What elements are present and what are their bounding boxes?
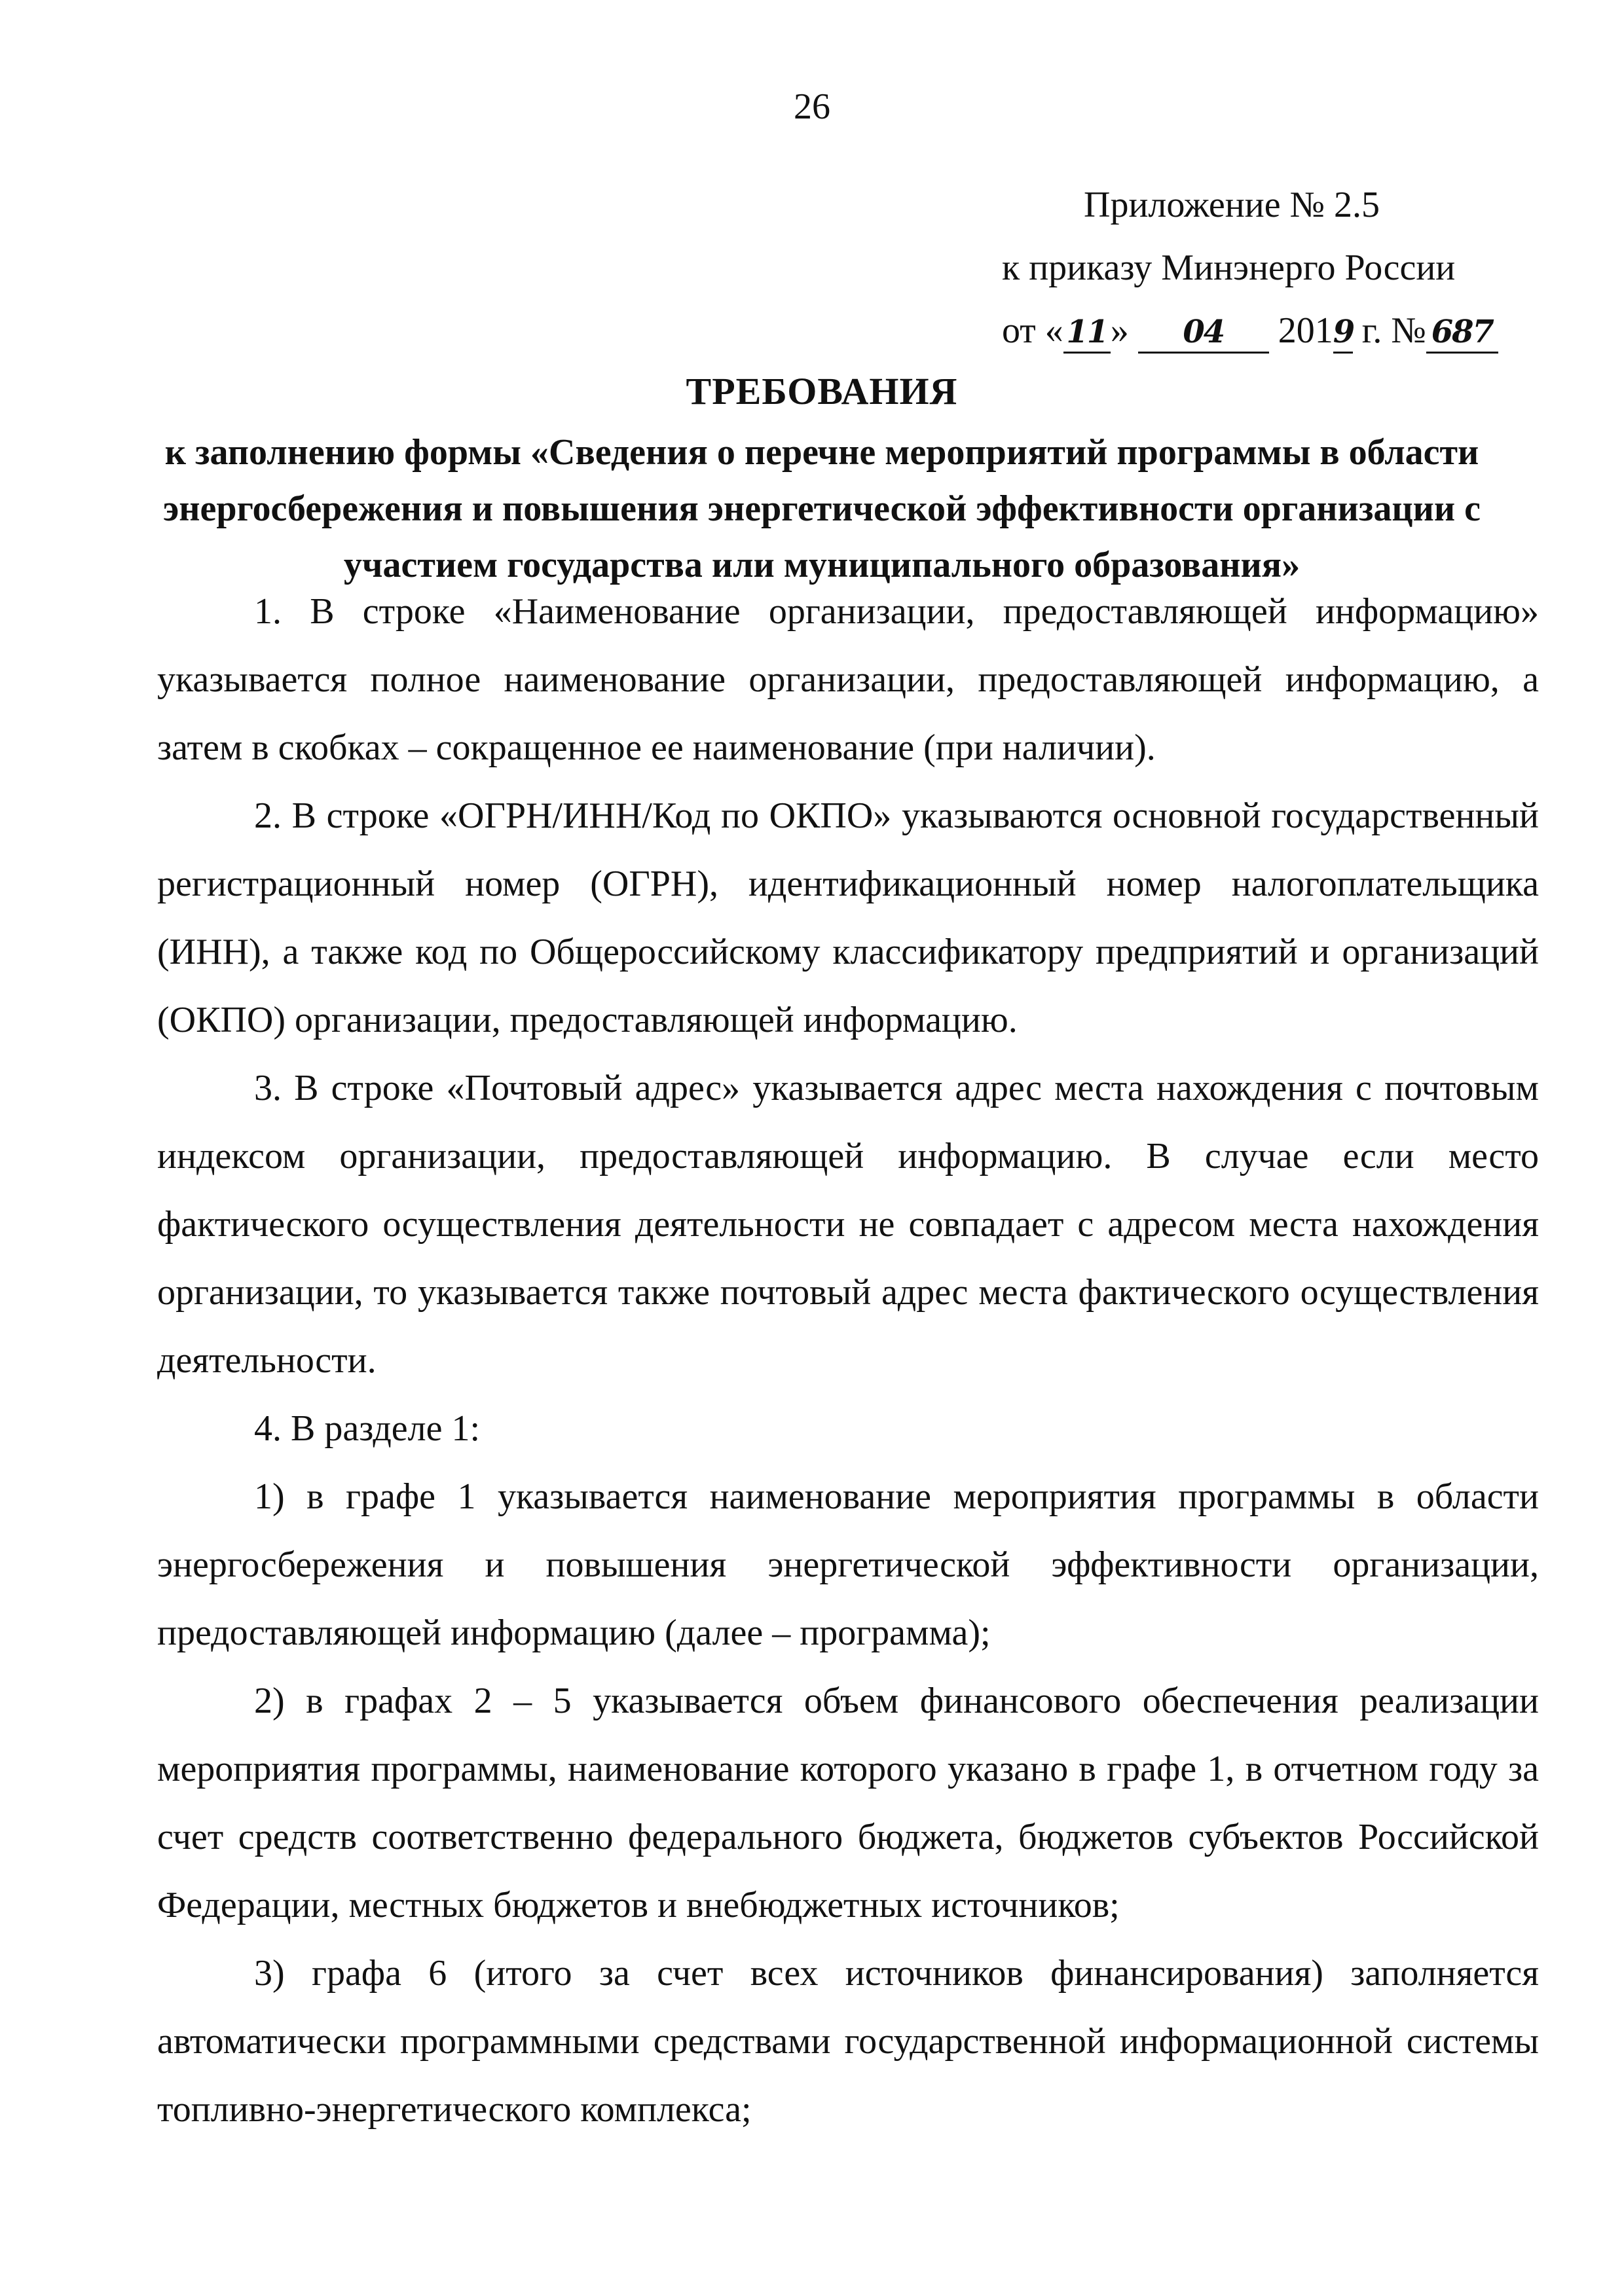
handwritten-year-digit: 9 bbox=[1333, 312, 1353, 354]
appendix-order-date bbox=[1002, 299, 1539, 362]
paragraph-3: 3. В строке «Почтовый адрес» указывается адрес места нахождения с почтовым индексом организации, предоставляющей информацию. В случае если место фактического осуществления деятельности не совпадает с адресом места нахождения организации, то указывается также почтовый адрес места фактического осуществления деятельности. bbox=[157, 1068, 1539, 1381]
paragraph-4: 4. В разделе 1: bbox=[254, 1408, 481, 1449]
paragraph-2: 2. В строке «ОГРН/ИНН/Код по ОКПО» указываются основной государственный регистрационный номер (ОГРН), идентификационный номер налогоплательщика (ИНН), а также код по Общероссийскому классификатору предприятий и организаций (ОКПО) организации, предоставляющей информацию. bbox=[157, 795, 1539, 1040]
document-subtitle: к заполнению формы «Сведения о перечне мероприятий программы в области энергосбережения и повышения энергетической эффективности организации с участием государства или муниципального образования» bbox=[163, 432, 1481, 585]
page-number: 26 bbox=[794, 86, 830, 127]
handwritten-order-number: 687 bbox=[1426, 312, 1498, 354]
date-quote-close: » bbox=[1110, 310, 1129, 351]
handwritten-day: 11 bbox=[1063, 312, 1111, 354]
paragraph-1: 1. В строке «Наименование организации, предоставляющей информацию» указывается полное наименование организации, предоставляющей информацию, а затем в скобках – сокращенное ее наименование (при наличии). bbox=[157, 591, 1539, 768]
date-prefix: от « bbox=[1002, 310, 1063, 351]
appendix-header bbox=[1002, 173, 1539, 362]
document-title: ТРЕБОВАНИЯ bbox=[686, 370, 958, 412]
paragraph-4-item-1: 1) в графе 1 указывается наименование мероприятия программы в области энергосбережения и повышения энергетической эффективности организации, предоставляющей информацию (далее – программа); bbox=[157, 1476, 1539, 1653]
appendix-title: Приложение № 2.5 bbox=[1084, 185, 1380, 225]
document-body bbox=[157, 577, 1539, 2143]
paragraph-4-item-3: 3) графа 6 (итого за счет всех источников финансирования) заполняется автоматически программными средствами государственной информационной системы топливно-энергетического комплекса; bbox=[157, 1953, 1539, 2130]
year-prefix: 201 bbox=[1278, 310, 1333, 351]
handwritten-month: 04 bbox=[1138, 312, 1269, 354]
appendix-order-reference: к приказу Минэнерго России bbox=[1002, 247, 1456, 288]
document-heading bbox=[157, 359, 1486, 593]
order-number-label: г. № bbox=[1361, 310, 1426, 351]
paragraph-4-item-2: 2) в графах 2 – 5 указывается объем финансового обеспечения реализации мероприятия программы, наименование которого указано в графе 1, в отчетном году за счет средств соответственно федерального бюджета, бюджетов субъектов Российской Федерации, местных бюджетов и внебюджетных источников; bbox=[157, 1681, 1539, 1925]
